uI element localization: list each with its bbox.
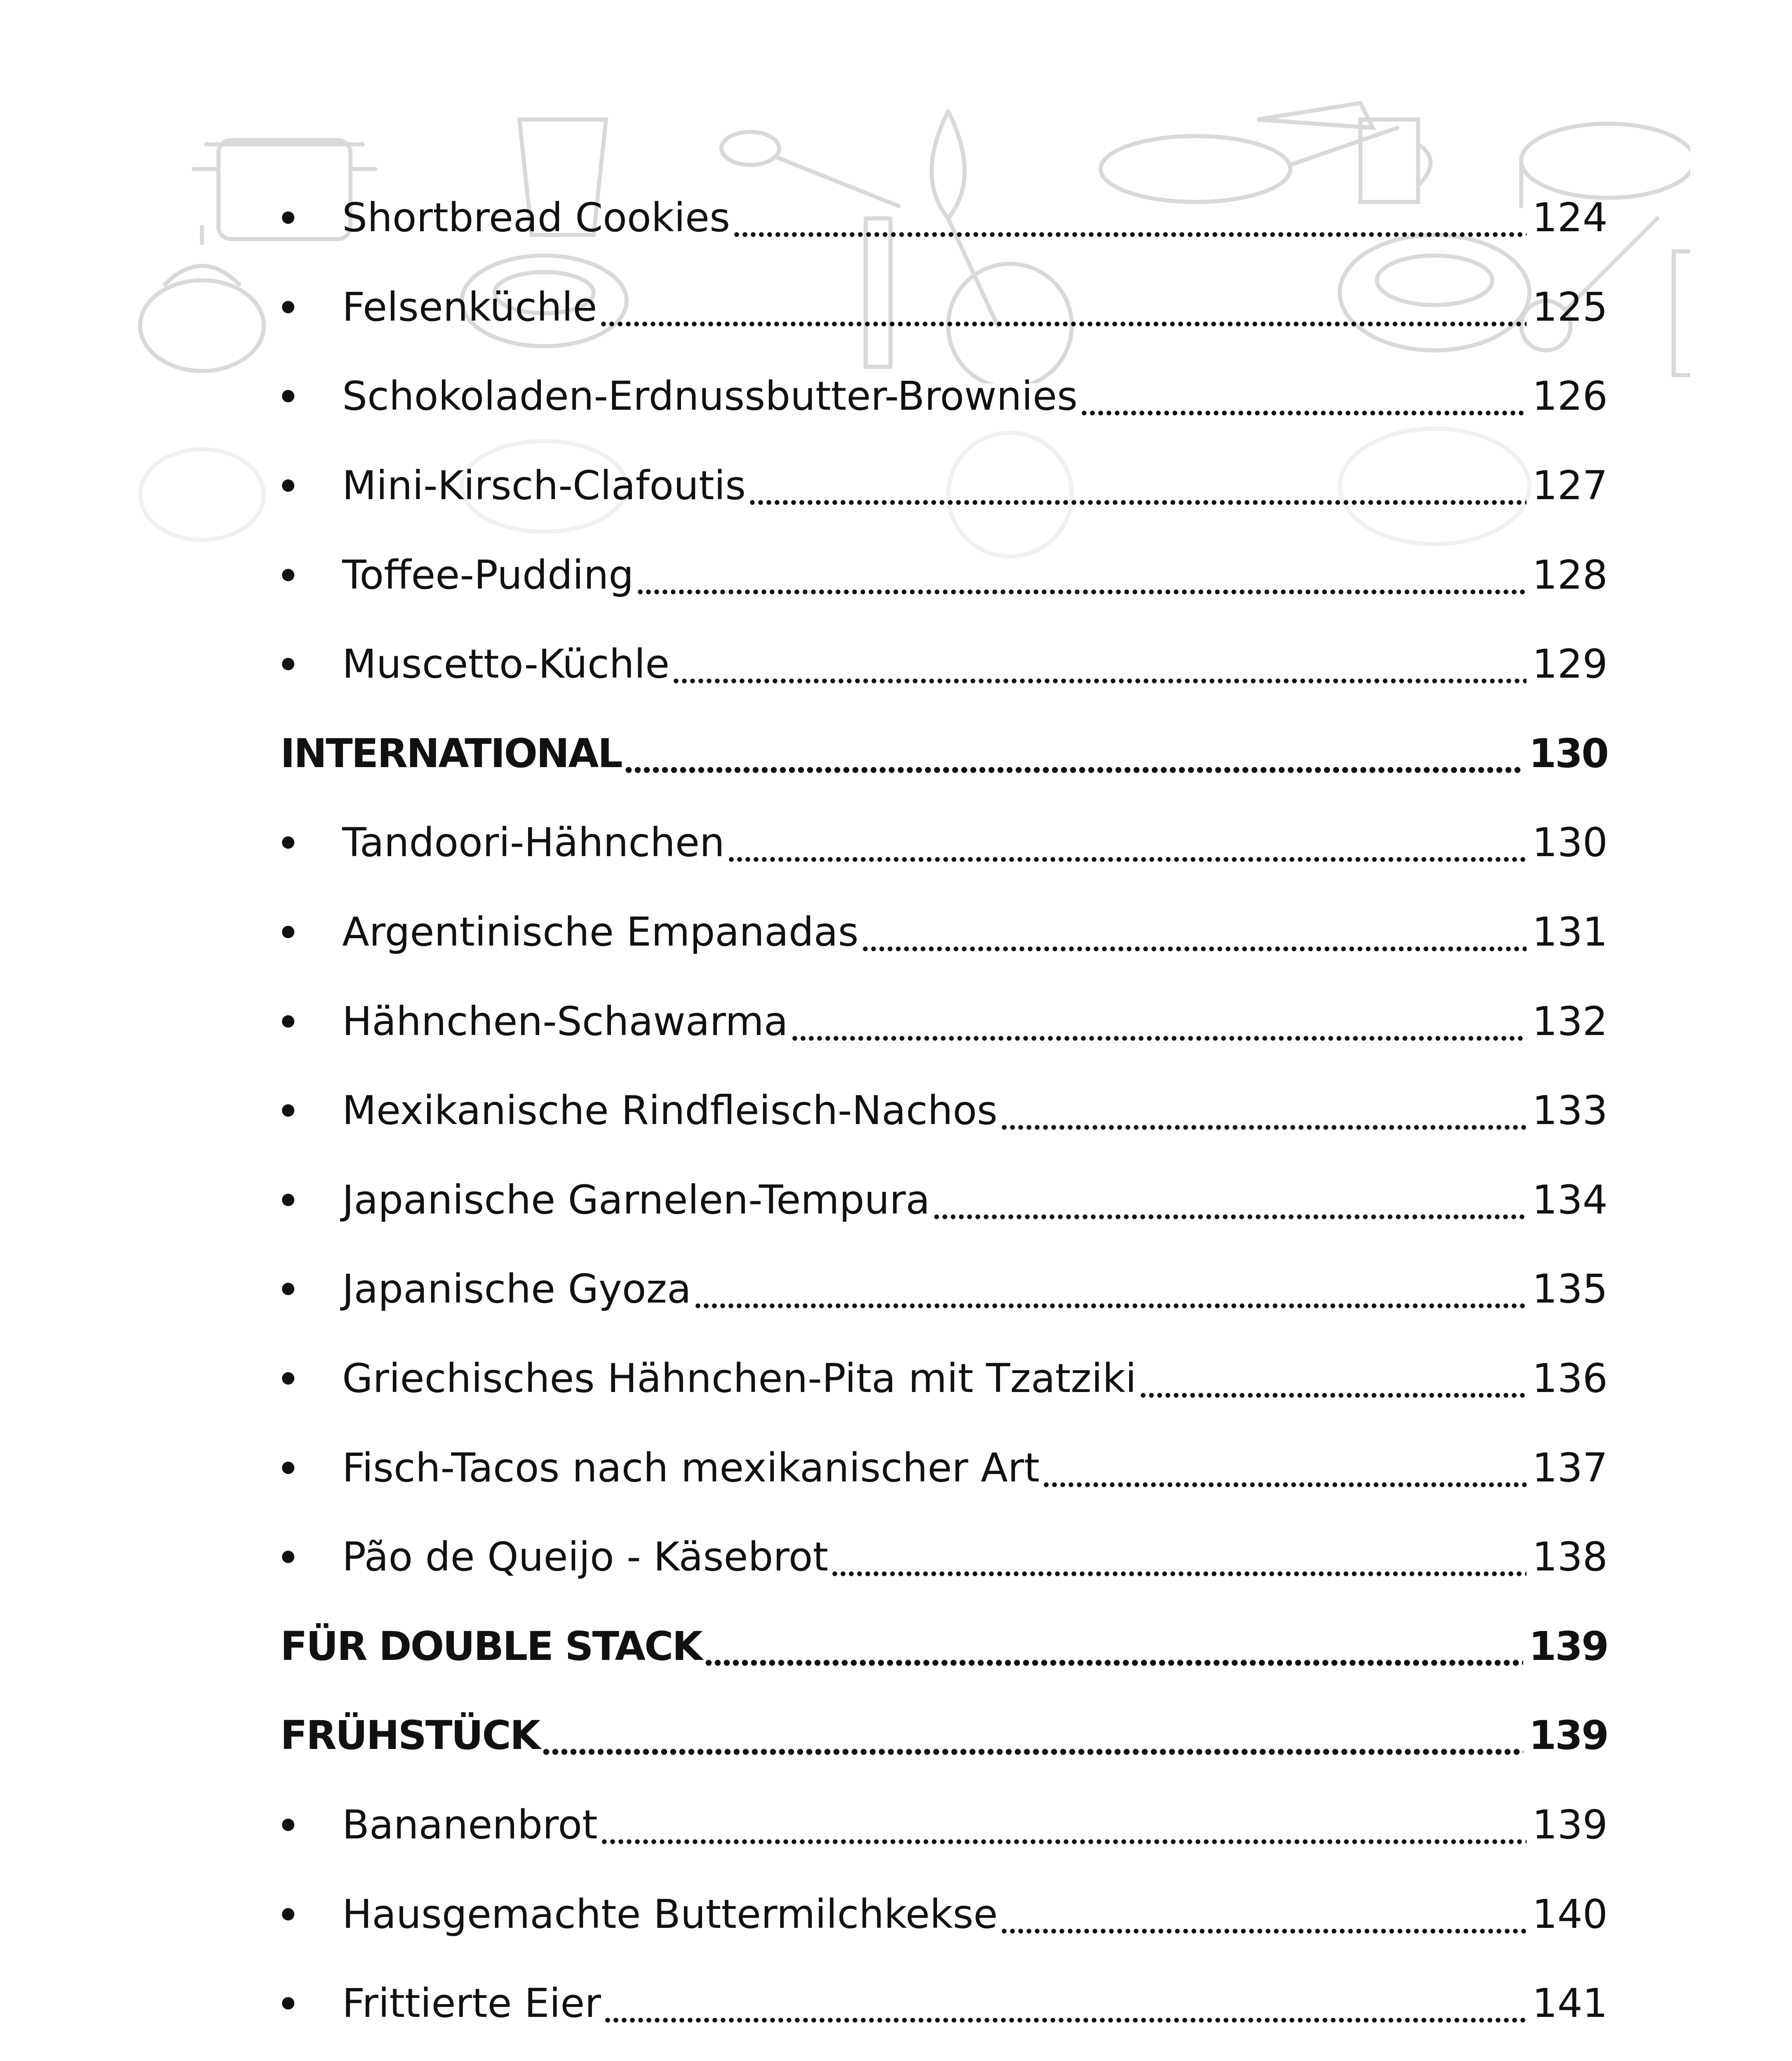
toc-page-number: 130 [1532, 819, 1608, 866]
toc-label: Japanische Gyoza [342, 1266, 691, 1312]
toc-label: Mexikanische Rindfleisch-Nachos [342, 1087, 998, 1134]
dot-leader [542, 1717, 1523, 1760]
dot-leader [727, 824, 1527, 867]
toc-page-number: 133 [1532, 1087, 1608, 1134]
toc-entry[interactable] [280, 1155, 1608, 1245]
toc-page-number: 131 [1532, 909, 1608, 955]
bullet-icon [282, 479, 294, 492]
toc-entry[interactable] [280, 620, 1608, 709]
dot-leader [791, 1003, 1527, 1046]
toc-page-number: 129 [1532, 641, 1608, 688]
table-of-contents [280, 173, 1608, 2061]
toc-label: FÜR DOUBLE STACK [280, 1623, 702, 1669]
dot-leader [733, 199, 1527, 242]
toc-entry[interactable] [280, 798, 1608, 887]
toc-page-number: 141 [1532, 1980, 1608, 2027]
bullet-icon [282, 1194, 294, 1206]
bullet-icon [282, 1997, 294, 2009]
toc-page-number: 136 [1532, 1355, 1608, 1402]
toc-entry[interactable] [280, 173, 1608, 263]
bullet-icon [282, 1462, 294, 1474]
toc-entry[interactable] [280, 352, 1608, 441]
bullet-icon [282, 1372, 294, 1385]
toc-label: Bananenbrot [342, 1801, 598, 1848]
dot-leader [1000, 1092, 1527, 1135]
toc-entry[interactable] [280, 1512, 1608, 1602]
toc-page-number: 139 [1529, 1712, 1608, 1759]
bullet-icon [282, 836, 294, 849]
toc-label: Mini-Kirsch-Clafoutis [342, 462, 746, 509]
dot-leader [694, 1270, 1527, 1313]
dot-leader [1000, 1896, 1526, 1939]
toc-section-heading[interactable] [280, 709, 1608, 798]
toc-entry[interactable] [280, 1959, 1608, 2048]
dot-leader [624, 735, 1523, 778]
toc-page-number: 126 [1532, 373, 1608, 420]
bullet-icon [282, 569, 294, 581]
toc-section-heading[interactable] [280, 1602, 1608, 1691]
toc-label: FRÜHSTÜCK [280, 1712, 540, 1759]
dot-leader [600, 1806, 1527, 1849]
dot-leader [704, 1628, 1523, 1671]
toc-label: Pão de Queijo - Käsebrot [342, 1534, 829, 1580]
dot-leader [599, 289, 1526, 331]
toc-entry[interactable] [280, 530, 1608, 620]
toc-page-number: 139 [1532, 1801, 1608, 1848]
toc-label: Fisch-Tacos nach mexikanischer Art [342, 1444, 1040, 1491]
toc-label: Japanische Garnelen-Tempura [342, 1176, 930, 1223]
grater-icon [1674, 251, 1690, 375]
toc-label: Muscetto-Küchle [342, 641, 670, 688]
knife-icon [1257, 103, 1373, 128]
dot-leader [831, 1538, 1527, 1581]
toc-label: Schokoladen-Erdnussbutter-Brownies [342, 373, 1078, 420]
toc-page-number: 137 [1532, 1444, 1608, 1491]
bullet-icon [282, 926, 294, 938]
dot-leader [748, 467, 1527, 510]
dot-leader [1042, 1449, 1527, 1492]
toc-page-number: 128 [1532, 552, 1608, 598]
bullet-icon [282, 1283, 294, 1295]
bullet-icon [282, 1551, 294, 1563]
dot-leader [1139, 1360, 1527, 1403]
toc-entry[interactable] [280, 1423, 1608, 1512]
toc-entry[interactable] [280, 2048, 1608, 2061]
bullet-icon [282, 1819, 294, 1831]
toc-label: INTERNATIONAL [280, 730, 622, 777]
dot-leader [861, 913, 1527, 956]
bullet-icon [282, 658, 294, 670]
dot-leader [604, 1985, 1527, 2028]
toc-page-number: 127 [1532, 462, 1608, 509]
toc-section-heading[interactable] [280, 1691, 1608, 1780]
bullet-icon [282, 1015, 294, 1028]
dot-leader [636, 556, 1526, 599]
toc-page-number: 125 [1532, 284, 1608, 330]
toc-entry[interactable] [280, 1780, 1608, 1870]
toc-page-number: 138 [1532, 1534, 1608, 1580]
toc-entry[interactable] [280, 441, 1608, 531]
toc-entry[interactable] [280, 1869, 1608, 1959]
toc-entry[interactable] [280, 263, 1608, 352]
dot-leader [1080, 378, 1527, 420]
toc-label: Argentinische Empanadas [342, 909, 859, 955]
toc-page-number: 140 [1532, 1891, 1608, 1937]
toc-label: Felsenküchle [342, 284, 597, 330]
bullet-icon [282, 301, 294, 313]
toc-label: Tandoori-Hähnchen [342, 819, 725, 866]
toc-label: Shortbread Cookies [342, 195, 730, 241]
toc-label: Toffee-Pudding [342, 552, 634, 598]
bullet-icon [282, 211, 294, 224]
toc-entry[interactable] [280, 1334, 1608, 1423]
toc-entry[interactable] [280, 1066, 1608, 1155]
toc-entry[interactable] [280, 977, 1608, 1066]
toc-label: Hausgemachte Buttermilchkekse [342, 1891, 998, 1937]
toc-page-number: 135 [1532, 1266, 1608, 1312]
toc-label: Frittierte Eier [342, 1980, 601, 2027]
toc-page-number: 132 [1532, 998, 1608, 1045]
toc-page-number: 124 [1532, 195, 1608, 241]
toc-label: Griechisches Hähnchen-Pita mit Tzatziki [342, 1355, 1137, 1402]
sugar-bowl-icon [140, 227, 264, 371]
toc-entry[interactable] [280, 1244, 1608, 1334]
bullet-icon [282, 1908, 294, 1920]
toc-page-number: 139 [1529, 1623, 1608, 1669]
dot-leader [932, 1181, 1527, 1224]
toc-page-number: 130 [1529, 730, 1608, 777]
dot-leader [672, 646, 1526, 688]
bullet-icon [282, 390, 294, 402]
toc-page-number: 134 [1532, 1176, 1608, 1223]
toc-label: Hähnchen-Schawarma [342, 998, 788, 1045]
bullet-icon [282, 1104, 294, 1117]
toc-entry[interactable] [280, 887, 1608, 977]
